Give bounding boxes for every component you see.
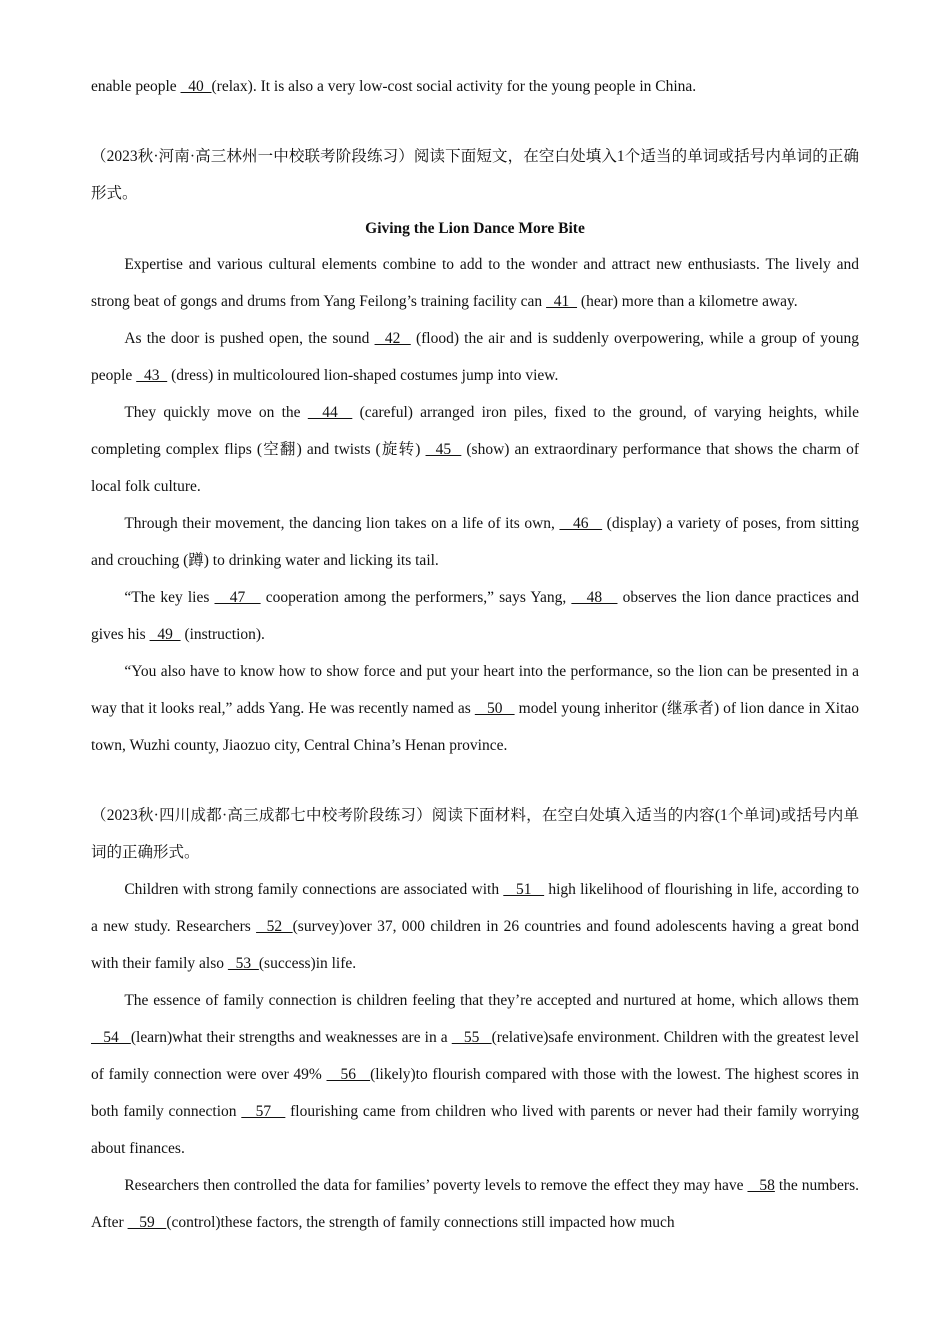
blank-40[interactable]: 40 (180, 78, 212, 95)
text-segment: Through their movement, the dancing lion takes on a life of its own, (124, 515, 560, 532)
passage2-source: （2023秋·四川成都·高三成都七中校考阶段练习）阅读下面材料，在空白处填入适当的内容(1个单词)或括号内单词的正确形式。 (91, 807, 859, 861)
text-segment: (instruction). (180, 626, 265, 643)
blank-58[interactable]: 58 (747, 1177, 775, 1194)
passage2-paragraph (91, 982, 859, 1167)
text-segment: (likely)to flourish compared with those with the lowest. The highest scores in both family connection (91, 1066, 859, 1120)
blank-54[interactable]: 54 (91, 1029, 131, 1046)
text-segment: The essence of family connection is children feeling that they’re accepted and nurtured at home, which allows them (124, 992, 859, 1009)
blank-56[interactable]: 56 (326, 1066, 371, 1083)
passage2-paragraph (91, 1167, 859, 1241)
blank-44[interactable]: 44 (307, 404, 353, 421)
text-segment: Researchers then controlled the data for families’ poverty levels to remove the effect they may have (124, 1177, 748, 1194)
text-segment: Children with strong family connections are associated with (124, 881, 504, 898)
text-segment: (dress) in multicoloured lion-shaped costumes jump into view. (167, 367, 559, 384)
text-segment: (hear) more than a kilometre away. (577, 293, 798, 310)
text-segment: (survey)over 37, 000 children in 26 countries and found adolescents having a great bond with their family also (91, 918, 859, 972)
blank-48[interactable]: 48 (571, 589, 618, 606)
text-segment: the numbers. After (91, 1177, 859, 1231)
spacer (91, 105, 859, 138)
blank-53[interactable]: 53 (227, 955, 259, 972)
blank-57[interactable]: 57 (241, 1103, 286, 1120)
passage2-paragraph (91, 871, 859, 982)
blank-46[interactable]: 46 (559, 515, 603, 532)
passage1-paragraph (91, 505, 859, 579)
text-segment: (display) a variety of poses, from sitting and crouching (蹲) to drinking water and licking its tail. (91, 515, 859, 569)
passage1-paragraph (91, 320, 859, 394)
text-segment: (careful) arranged iron piles, fixed to the ground, of varying heights, while completing complex flips (空翻) and twists (旋转) (91, 404, 859, 458)
blank-52[interactable]: 52 (256, 918, 293, 935)
blank-43[interactable]: 43 (136, 367, 168, 384)
text-segment: (success)in life. (258, 955, 357, 972)
blank-47[interactable]: 47 (214, 589, 261, 606)
text-segment: high likelihood of flourishing in life, according to a new study. Researchers (91, 881, 859, 935)
passage1-paragraph (91, 653, 859, 764)
text-segment: (control)these factors, the strength of family connections still impacted how much (166, 1214, 675, 1231)
blank-49[interactable]: 49 (149, 626, 181, 643)
text-segment: As the door is pushed open, the sound (124, 330, 375, 347)
text-segment: model young inheritor (继承者) of lion dance in Xitao town, Wuzhi county, Jiaozuo city, Central China’s Henan province. (91, 700, 860, 754)
text-segment: cooperation among the performers,” says Yang, (260, 589, 572, 606)
passage1-body (91, 246, 859, 764)
blank-51[interactable]: 51 (503, 881, 545, 898)
text-segment: They quickly move on the (124, 404, 308, 421)
text-segment: (relative)safe environment. Children with the greatest level of family connection were over 49% (91, 1029, 859, 1083)
text-segment: “You also have to know how to show force and put your heart into the performance, so the lion can be presented in a way that it looks real,” adds Yang. He was recently named as (91, 663, 859, 717)
spacer (91, 764, 859, 797)
text-segment: Expertise and various cultural elements combine to add to the wonder and attract new enthusiasts. The lively and strong beat of gongs and drums from Yang Feilong’s training facility can (91, 256, 859, 310)
text-segment: “The key lies (124, 589, 215, 606)
passage1-source: （2023秋·河南·高三林州一中校联考阶段练习）阅读下面短文，在空白处填入1个适当的单词或括号内单词的正确形式。 (91, 148, 859, 202)
text-segment: (show) an extraordinary performance that shows the charm of local folk culture. (91, 441, 859, 495)
blank-42[interactable]: 42 (374, 330, 411, 347)
blank-55[interactable]: 55 (451, 1029, 492, 1046)
passage1-paragraph (91, 579, 859, 653)
text-segment: (learn)what their strengths and weaknesses are in a (130, 1029, 452, 1046)
blank-59[interactable]: 59 (127, 1214, 167, 1231)
blank-41[interactable]: 41 (546, 293, 578, 310)
carryover-paragraph: enable people 40 (relax). It is also a very low-cost social activity for the young people in China. (91, 78, 697, 95)
passage1-title: Giving the Lion Dance More Bite (365, 220, 585, 237)
text-segment: (flood) the air and is suddenly overpowering, while a group of young people (91, 330, 860, 384)
blank-50[interactable]: 50 (474, 700, 515, 717)
text-segment: observes the lion dance practices and gives his (91, 589, 859, 643)
passage1-paragraph (91, 246, 859, 320)
passage1-paragraph (91, 394, 859, 505)
passage2-body (91, 871, 859, 1241)
document-page (91, 68, 859, 1241)
text-segment: flourishing came from children who lived with parents or never had their family worrying about finances. (91, 1103, 859, 1157)
blank-45[interactable]: 45 (425, 441, 462, 458)
